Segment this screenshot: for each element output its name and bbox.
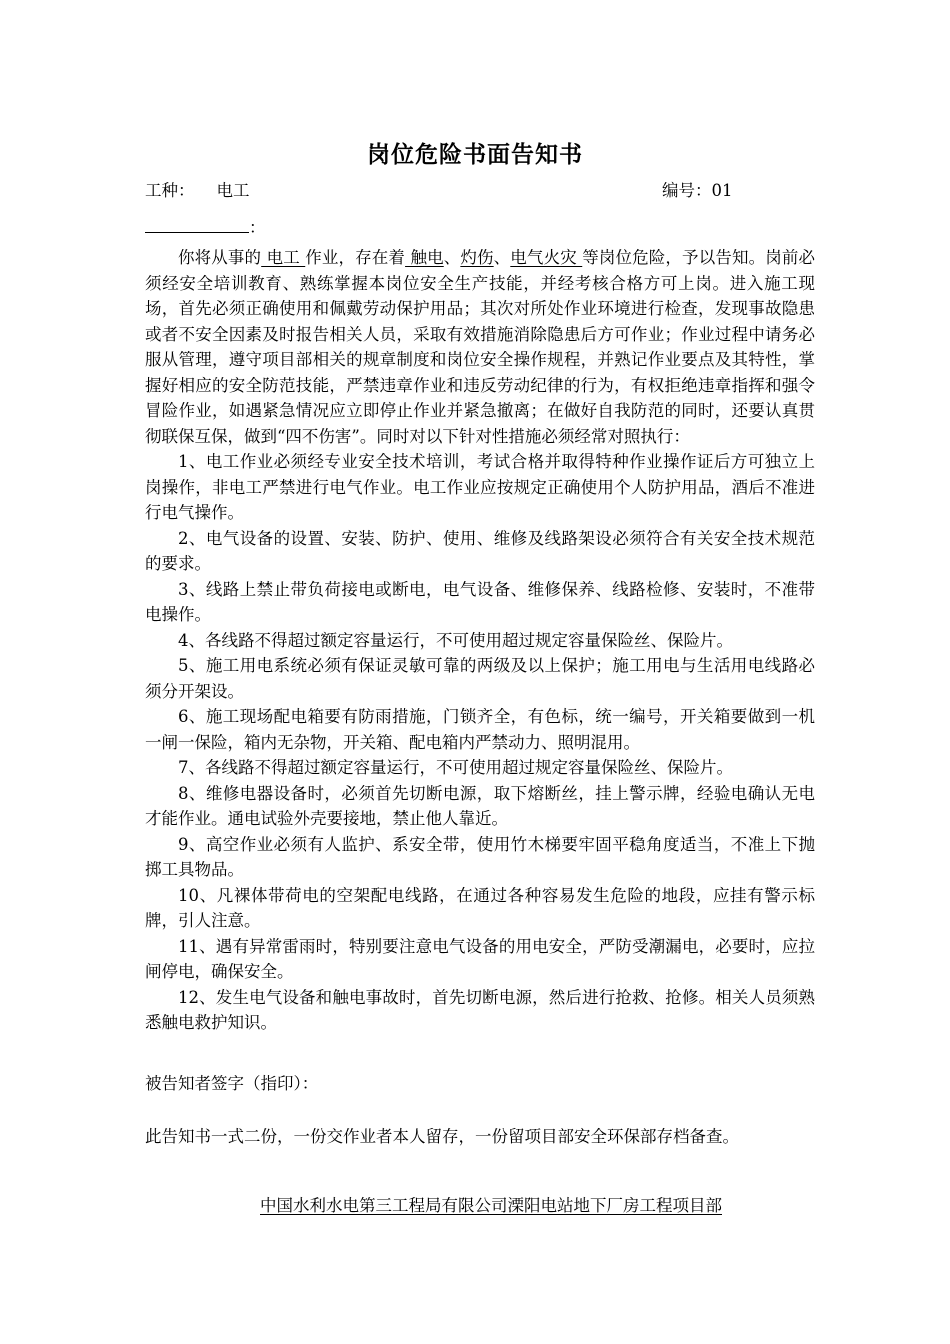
measure-item: 11、遇有异常雷雨时，特别要注意电气设备的用电安全，严防受潮漏电，必要时，应拉闸停电，确保安全。 — [145, 936, 815, 981]
measure-item: 1、电工作业必须经专业安全技术培训，考试合格并取得特种作业操作证后方可独立上岗操作，非电工严禁进行电气作业。电工作业应按规定正确使用个人防护用品，酒后不准进行电气操作。 — [145, 452, 815, 522]
intro-text: 你将从事的 — [178, 248, 262, 267]
hazard-burn: 灼伤 — [460, 248, 494, 267]
measure-item: 2、电气设备的设置、安装、防护、使用、维修及线路架设必须符合有关安全技术规范的要求。 — [145, 528, 815, 573]
document-number-value: 01 — [711, 181, 733, 200]
document-number-label: 编号： — [662, 181, 712, 200]
addressee-colon: ： — [249, 218, 266, 237]
intro-separator: 、 — [493, 248, 511, 267]
measure-item: 10、凡裸体带荷电的空架配电线路，在通过各种容易发生危险的地段，应挂有警示标牌，引人注意。 — [145, 885, 815, 930]
document-title: 岗位危险书面告知书 — [367, 141, 583, 168]
addressee-line — [145, 214, 266, 238]
job-type-label: 工种： — [145, 181, 195, 200]
intro-text: 等岗位危险，予以告知。岗前必须经安全培训教育、熟练掌握本岗位安全生产技能，并经考核合格方可上岗。进入施工现场，首先必须正确使用和佩戴劳动保护用品；其次对所处作业环境进行检查，发现事故隐患或者不安全因素及时报告相关人员，采取有效措施消除隐患后方可作业；作业过程中请务必服从管理，遵守项目部相关的规章制度和岗位安全操作规程，并熟记作业要点及其特性，掌握好相应的安全防范技能，严禁违章作业和违反劳动纪律的行为，有权拒绝违章指挥和强令冒险作业，如遇紧急情况应立即停止作业并紧急撤离；在做好自我防范的同时，还要认真贯彻联保互保，做到“四不伤害”。同时对以下针对性措施必须经常对照执行： — [145, 248, 816, 446]
measure-item: 7、各线路不得超过额定容量运行，不可使用超过规定容量保险丝、保险片。 — [178, 758, 733, 777]
job-type — [145, 177, 250, 201]
intro-separator: 、 — [443, 248, 461, 267]
measure-item: 4、各线路不得超过额定容量运行，不可使用超过规定容量保险丝、保险片。 — [178, 630, 733, 650]
measure-item: 8、维修电器设备时，必须首先切断电源，取下熔断丝，挂上警示牌，经验电确认无电才能作业。通电试验外壳要接地，禁止他人靠近。 — [145, 783, 815, 828]
intro-text: 作业，存在着 — [305, 248, 406, 267]
signature-label: 被告知者签字（指印）： — [145, 1074, 319, 1093]
issuing-organization: 中国水利水电第三工程局有限公司溧阳电站地下厂房工程项目部 — [260, 1196, 722, 1215]
measure-item: 6、施工现场配电箱要有防雨措施，门锁齐全，有色标，统一编号，开关箱要做到一机一闸一保险，箱内无杂物，开关箱、配电箱内严禁动力、照明混用。 — [145, 707, 815, 752]
measure-item: 5、施工用电系统必须有保证灵敏可靠的两级及以上保护；施工用电与生活用电线路必须分开架设。 — [145, 656, 815, 701]
notice-body — [145, 245, 815, 1036]
hazard-electrical-fire: 电气火灾 — [510, 248, 583, 267]
document-number — [662, 177, 733, 201]
copies-note: 此告知书一式二份，一份交作业者本人留存，一份留项目部安全环保部存档备查。 — [145, 1127, 739, 1146]
measure-item: 3、线路上禁止带负荷接电或断电，电气设备、维修保养、线路检修、安装时，不准带电操作。 — [145, 579, 815, 624]
addressee-blank — [145, 218, 249, 233]
job-type-value: 电工 — [216, 181, 250, 200]
intro-paragraph — [145, 245, 815, 449]
hazard-electric-shock: 触电 — [405, 248, 444, 267]
measure-item: 9、高空作业必须有人监护、系安全带，使用竹木梯要牢固平稳角度适当，不准上下抛掷工具物品。 — [145, 834, 815, 879]
measure-item: 12、发生电气设备和触电事故时，首先切断电源，然后进行抢救、抢修。相关人员须熟悉触电救护知识。 — [145, 987, 815, 1032]
job-underlined: 电工 — [261, 248, 306, 267]
